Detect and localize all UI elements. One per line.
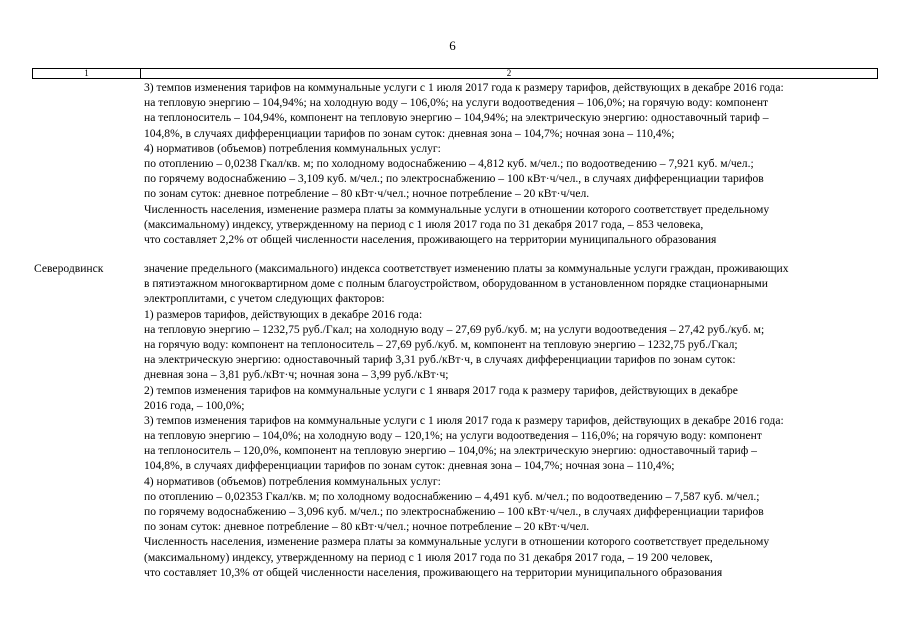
text-line: что составляет 10,3% от общей численности населения, проживающего на территории муниципального образования <box>144 565 723 579</box>
block1-text <box>144 80 884 247</box>
text-line: значение предельного (максимального) индекса соответствует изменению платы за коммунальные услуги граждан, проживающих <box>144 262 789 275</box>
text-line: по отоплению – 0,0238 Гкал/кв. м; по холодному водоснабжению – 4,812 куб. м/чел.; по водоотведению – 7,921 куб. м/чел.; <box>144 156 754 170</box>
text-line: 4) нормативов (объемов) потребления коммунальных услуг: <box>144 474 441 488</box>
text-line: 2) темпов изменения тарифов на коммунальные услуги с 1 января 2017 года к размеру тарифов, действующих в декабре <box>144 383 738 397</box>
text-line: на теплоноситель – 120,0%, компонент на тепловую энергию – 104,0%; на электрическую энергию: одноставочный тариф – <box>144 444 757 458</box>
text-line: на горячую воду: компонент на теплоноситель – 27,69 руб./куб. м, компонент на тепловую энергию – 1232,75 руб./Гкал; <box>144 337 738 351</box>
city-name: Северодвинск <box>34 262 104 275</box>
text-line: на тепловую энергию – 104,94%; на холодную воду – 106,0%; на услуги водоотведения – 106,0%; на горячую воду: компонент <box>144 96 769 110</box>
text-line: Численность населения, изменение размера платы за коммунальные услуги в отношении которого соответствует предельному <box>144 535 770 549</box>
text-line: 1) размеров тарифов, действующих в декабре 2016 года: <box>144 307 423 321</box>
text-line: 104,8%, в случаях дифференциации тарифов по зонам суток: дневная зона – 104,7%; ночная зона – 110,4%; <box>144 459 675 473</box>
text-line: на теплоноситель – 104,94%, компонент на тепловую энергию – 104,94%; на электрическую энергию: одноставочный тариф – <box>144 111 769 125</box>
text-line: по зонам суток: дневное потребление – 80 кВт·ч/чел.; ночное потребление – 20 кВт·ч/чел. <box>144 520 590 534</box>
text-line: по зонам суток: дневное потребление – 80 кВт·ч/чел.; ночное потребление – 20 кВт·ч/чел. <box>144 187 590 201</box>
page-number: 6 <box>449 38 456 53</box>
text-line: на тепловую энергию – 1232,75 руб./Гкал; на холодную воду – 27,69 руб./куб. м; на услуги водоотведения – 27,42 руб./куб. м; <box>144 322 765 336</box>
text-line: дневная зона – 3,81 руб./кВт·ч; ночная зона – 3,99 руб./кВт·ч; <box>144 368 449 382</box>
text-line: в пятиэтажном многоквартирном доме с полным благоустройством, оборудованном в установленном порядке стационарными <box>144 277 768 291</box>
text-line: 4) нормативов (объемов) потребления коммунальных услуг: <box>144 141 441 155</box>
text-line: Численность населения, изменение размера платы за коммунальные услуги в отношении которого соответствует предельному <box>144 202 770 216</box>
text-line: 104,8%, в случаях дифференциации тарифов по зонам суток: дневная зона – 104,7%; ночная зона – 110,4%; <box>144 126 675 140</box>
text-line: что составляет 2,2% от общей численности населения, проживающего на территории муниципального образования <box>144 232 717 246</box>
text-line: по горячему водоснабжению – 3,109 куб. м/чел.; по электроснабжению – 100 кВт·ч/чел., в случаях дифференциации тарифов <box>144 172 764 186</box>
block2-text <box>144 261 884 580</box>
text-line: 3) темпов изменения тарифов на коммунальные услуги с 1 июля 2017 года к размеру тарифов, действующих в декабре 2016 года: <box>144 81 784 94</box>
text-line: по отоплению – 0,02353 Гкал/кв. м; по холодному водоснабжению – 4,491 куб. м/чел.; по водоотведению – 7,587 куб. м/чел.; <box>144 489 760 503</box>
text-line: на тепловую энергию – 104,0%; на холодную воду – 120,1%; на услуги водоотведения – 116,0%; на горячую воду: компонент <box>144 429 762 443</box>
text-line: (максимальному) индексу, утвержденному на период с 1 июля 2017 года по 31 декабря 2017 года, – 853 человека, <box>144 217 704 231</box>
text-line: по горячему водоснабжению – 3,096 куб. м/чел.; по электроснабжению – 100 кВт·ч/чел., в случаях дифференциации тарифов <box>144 505 764 518</box>
table-header-col-1: 1 <box>33 69 141 78</box>
table-header-row <box>32 68 878 79</box>
text-line: на электрическую энергию: одноставочный тариф 3,31 руб./кВт·ч, в случаях дифференциации тарифов по зонам суток: <box>144 353 736 367</box>
text-line: 2016 года, – 100,0%; <box>144 398 245 412</box>
table-header-col-2: 2 <box>506 68 512 78</box>
text-line: 3) темпов изменения тарифов на коммунальные услуги с 1 июля 2017 года к размеру тарифов, действующих в декабре 2016 года: <box>144 413 784 427</box>
text-line: (максимальному) индексу, утвержденному на период с 1 июля 2017 года по 31 декабря 2017 года, – 19 200 человек, <box>144 550 713 564</box>
text-line: электроплитами, с учетом следующих факторов: <box>144 292 385 306</box>
